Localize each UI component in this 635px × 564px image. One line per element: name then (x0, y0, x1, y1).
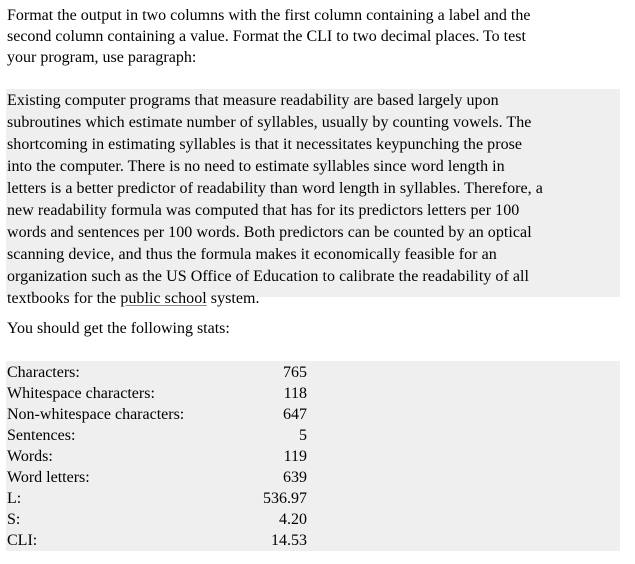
stat-value: 119 (283, 448, 307, 465)
table-row (7, 509, 307, 530)
stats-intro: You should get the following stats: (7, 320, 230, 337)
paragraph-text: system. (206, 290, 260, 307)
stat-label: Whitespace characters: (7, 385, 155, 402)
stat-value: 765 (283, 364, 307, 381)
paragraph-line (7, 288, 621, 310)
paragraph-line: shortcoming in estimating syllables is that it necessitates keypunching the prose (7, 136, 523, 153)
stat-value: 647 (283, 406, 307, 423)
stat-label: CLI: (7, 532, 38, 549)
paragraph-line: words and sentences per 100 words. Both predictors can be counted by an optical (7, 224, 532, 241)
stat-value: 536.97 (263, 490, 307, 507)
stats-table (7, 362, 307, 551)
stat-value: 5 (299, 427, 307, 444)
test-paragraph (7, 90, 621, 310)
paragraph-line: subroutines which estimate number of syllables, usually by counting vowels. The (7, 114, 532, 131)
stat-value: 4.20 (279, 511, 307, 528)
table-row (7, 446, 307, 467)
paragraph-line: scanning device, and thus the formula makes it economically feasible for an (7, 246, 497, 263)
table-row (7, 467, 307, 488)
table-row (7, 425, 307, 446)
instructions-line: Format the output in two columns with the first column containing a label and the (7, 7, 531, 24)
instructions-text (7, 5, 622, 68)
instructions-line: second column containing a value. Format the CLI to two decimal places. To test (7, 28, 526, 45)
instructions-line: your program, use paragraph: (7, 49, 197, 66)
paragraph-line: new readability formula was computed that has for its predictors letters per 100 (7, 202, 520, 219)
table-row (7, 383, 307, 404)
paragraph-line: into the computer. There is no need to estimate syllables since word length in (7, 158, 505, 175)
stat-label: Word letters: (7, 469, 90, 486)
table-row (7, 488, 307, 509)
paragraph-line: organization such as the US Office of Education to calibrate the readability of all (7, 268, 530, 285)
paragraph-line: Existing computer programs that measure readability are based largely upon (7, 92, 499, 109)
stat-label: S: (7, 511, 21, 528)
paragraph-text: textbooks for the (7, 290, 121, 307)
paragraph-line: letters is a better predictor of readability than word length in syllables. Therefore, a (7, 180, 543, 197)
stat-label: L: (7, 490, 22, 507)
table-row (7, 404, 307, 425)
stat-label: Words: (7, 448, 53, 465)
stat-value: 118 (283, 385, 307, 402)
stat-label: Sentences: (7, 427, 76, 444)
stat-label: Non-whitespace characters: (7, 406, 185, 423)
table-row (7, 362, 307, 383)
stat-value: 639 (283, 469, 307, 486)
public-school-link[interactable]: public school (120, 290, 207, 307)
table-row (7, 530, 307, 551)
stat-value: 14.53 (271, 532, 307, 549)
stat-label: Characters: (7, 364, 80, 381)
